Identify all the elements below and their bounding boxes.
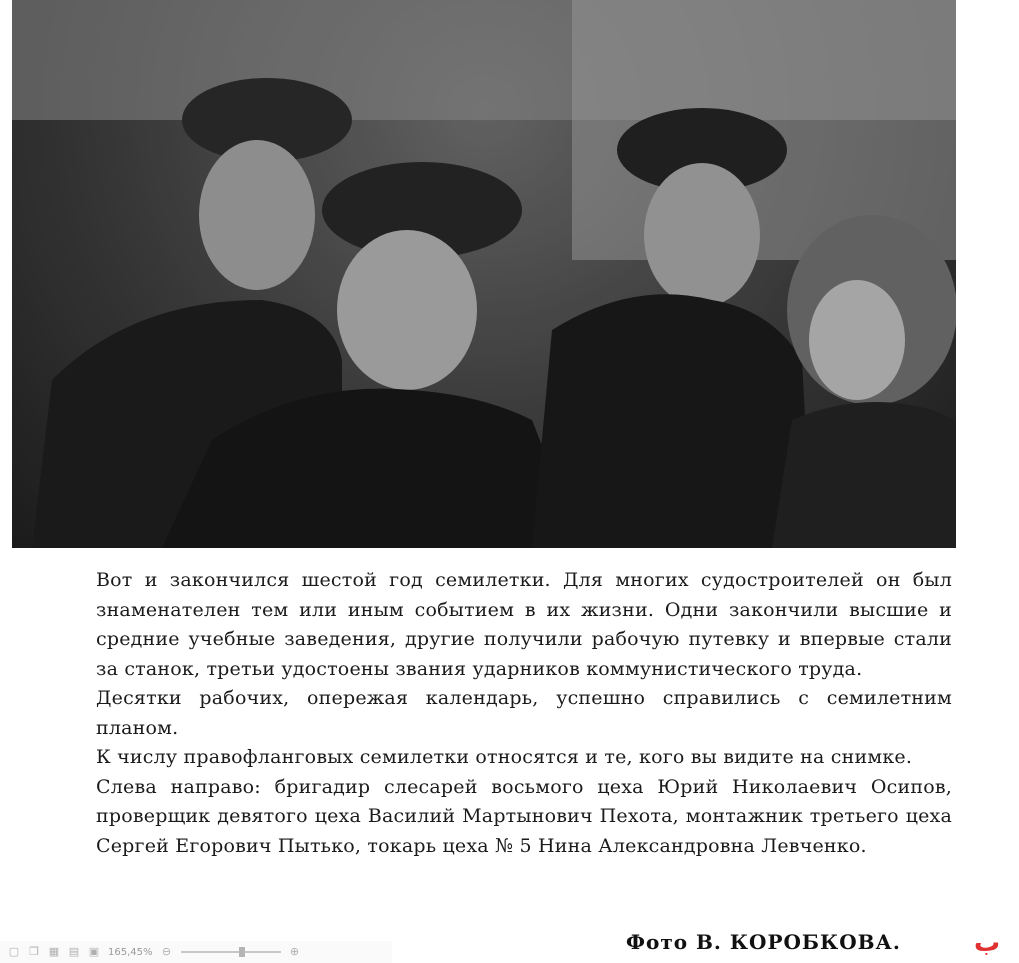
copy-icon[interactable]: ❐ — [29, 945, 39, 958]
layout-icon[interactable]: ▤ — [68, 945, 80, 958]
zoom-level: 165,45% — [108, 946, 153, 958]
zoom-slider[interactable] — [181, 951, 281, 953]
caption-paragraph-1: Вот и закончился шестой год семилетки. Для многих судостроителей он был знаменателен тем или иным событием в их жизни. Одни закончили высшие и средние учебные заведения, другие получили рабочую путевку и впервые стали за станок, третьи удостоены звания ударников коммунистического труда. — [96, 569, 952, 680]
caption-paragraph-4: Слева направо: бригадир слесарей восьмого цеха Юрий Николаевич Осипов, проверщик девятого цеха Василий Мартынович Пехота, монтажник третьего цеха Сергей Егорович Пытько, токарь цеха № 5 Нина Александровна Левченко. — [96, 775, 952, 857]
photo-figures — [12, 0, 956, 548]
zoom-slider-knob[interactable] — [239, 947, 245, 957]
caption-paragraph-3: К числу правофланговых семилетки относятся и те, кого вы видите на снимке. — [96, 746, 913, 768]
photo-credit: Фото В. КОРОБКОВА. — [626, 930, 901, 954]
grid-icon[interactable]: ▦ — [48, 945, 60, 958]
viewer-toolbar — [0, 941, 392, 963]
zoom-in-icon[interactable]: ⊕ — [289, 945, 300, 958]
zoom-out-icon[interactable]: ⊖ — [161, 945, 172, 958]
newspaper-photo — [12, 0, 956, 548]
smile-logo-icon: ب — [974, 928, 1001, 958]
page-icon[interactable]: ▢ — [8, 945, 20, 958]
caption-paragraph-2: Десятки рабочих, опережая календарь, успешно справились с семилетним планом. — [96, 687, 952, 739]
photo-caption — [96, 566, 952, 861]
fit-page-icon[interactable]: ▣ — [88, 945, 100, 958]
